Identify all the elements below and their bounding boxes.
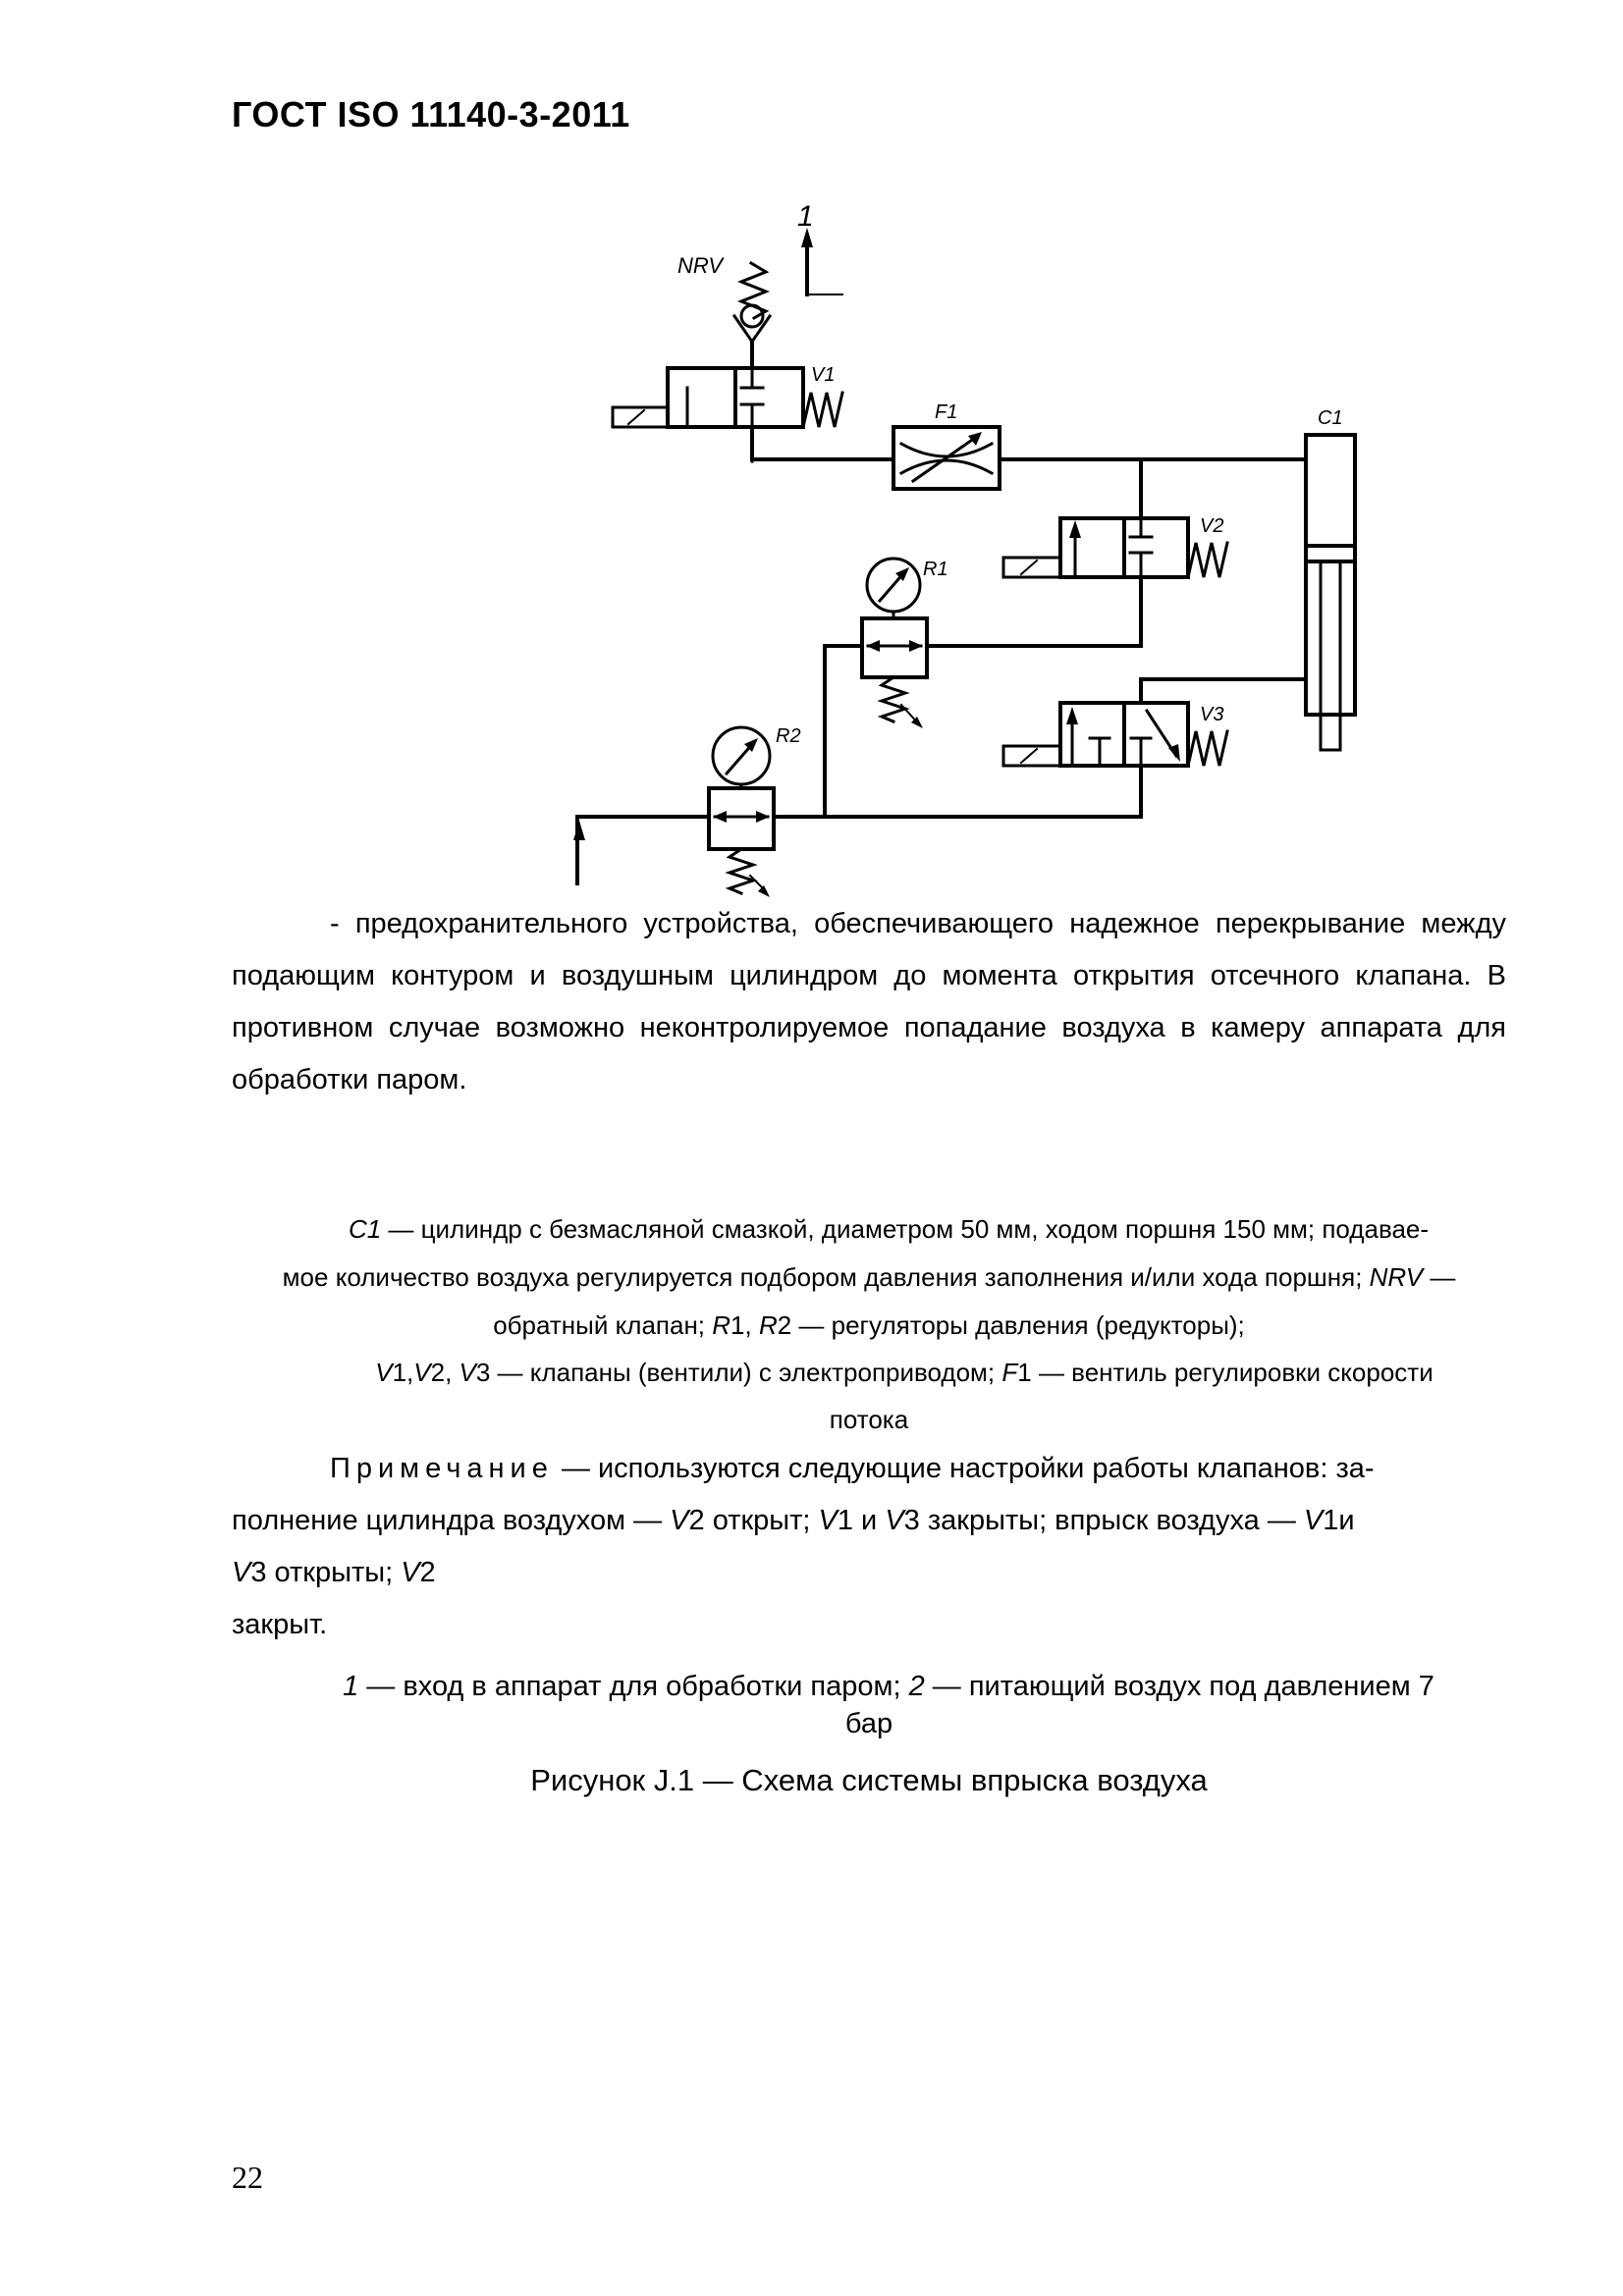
- legend-f1-rest: 1 — вентиль регулировки скорости: [1017, 1358, 1434, 1387]
- legend-v3-symbol: V: [459, 1358, 476, 1387]
- note-block: [232, 1443, 1506, 1651]
- label-f1: F1: [935, 401, 958, 423]
- body-paragraph: [232, 898, 1506, 1106]
- legend-r2-rest: 2 — регуляторы давления (редукторы);: [777, 1310, 1245, 1340]
- note-v2b-symbol: V: [401, 1557, 420, 1588]
- note-part3b: 2: [419, 1557, 436, 1588]
- pressure-regulator-r1: [862, 559, 927, 728]
- note-part3a: 3 открыты;: [250, 1557, 402, 1588]
- legend-line-1: [232, 1205, 1545, 1253]
- legend-c1-text: — цилиндр с безмасляной смазкой, диаметром 50 мм, ходом поршня 150 мм; подавае-: [381, 1214, 1430, 1244]
- flow-control-f1: [893, 427, 1000, 489]
- figure-caption: Рисунок J.1 — Схема системы впрыска воздуха: [530, 1763, 1208, 1797]
- valve-v1: [613, 368, 842, 461]
- legend-line-2: [232, 1254, 1506, 1301]
- legend-f1-symbol: F: [1001, 1358, 1018, 1387]
- note-line-1: [232, 1443, 1506, 1495]
- pipe-inlet-supply: [577, 817, 709, 883]
- legend-line2-end: —: [1423, 1262, 1456, 1292]
- note-part4: закрыт.: [232, 1609, 328, 1640]
- label-c1: C1: [1318, 407, 1343, 429]
- note-line-2: [232, 1495, 1506, 1547]
- pipe-r1-main: [825, 646, 862, 817]
- note-v3b-symbol: V: [232, 1557, 251, 1588]
- legend-v3-rest: 3 — клапаны (вентили) с электроприводом;: [475, 1358, 1002, 1387]
- note-v2-symbol: V: [670, 1505, 689, 1536]
- legend-r1-symbol: R: [712, 1310, 731, 1340]
- pneumatic-scheme-diagram: [0, 0, 1623, 923]
- cylinder-c1: [1306, 435, 1355, 750]
- label-nrv: NRV: [677, 253, 724, 278]
- legend-line5-text: потока: [829, 1405, 909, 1434]
- valve-v2: [1003, 518, 1227, 577]
- keys-line-2: [232, 1706, 1506, 1741]
- note-v3-symbol: V: [885, 1505, 904, 1536]
- inlet-arrow: [573, 821, 585, 840]
- legend-nrv-symbol: NRV: [1369, 1262, 1424, 1292]
- key1-number: 1: [343, 1671, 359, 1702]
- legend-line-4: [232, 1349, 1577, 1396]
- legend-v2-num: 2,: [430, 1358, 460, 1387]
- key1-text: — вход в аппарат для обработки паром;: [358, 1671, 909, 1702]
- keys-line-1: [232, 1669, 1545, 1704]
- legend-r1-num: 1,: [730, 1310, 759, 1340]
- label-r2: R2: [776, 725, 801, 747]
- note-title: Примечание: [330, 1453, 554, 1484]
- note-part2b: 2 открыт;: [688, 1505, 819, 1536]
- legend-v1-symbol: V: [375, 1358, 393, 1387]
- note-part2d: 3 закрыты; впрыск воздуха —: [903, 1505, 1304, 1536]
- key2-number: 2: [908, 1671, 925, 1702]
- label-v1: V1: [811, 364, 836, 386]
- document-header: ГОСТ ISO 11140-3-2011: [232, 94, 630, 134]
- pipe-c1-v3: [1141, 679, 1306, 703]
- outlet-arrow-1: [801, 228, 842, 294]
- legend-line2-text: мое количество воздуха регулируется подбором давления заполнения и/или хода поршня;: [282, 1262, 1370, 1292]
- pipe-v2-r1: [927, 577, 1141, 646]
- key2-text: — питающий воздух под давлением 7: [924, 1671, 1434, 1702]
- note-v1-symbol: V: [818, 1505, 838, 1536]
- pipe-v3-main: [774, 766, 1141, 817]
- legend-r2-symbol: R: [758, 1310, 778, 1340]
- label-v2: V2: [1200, 515, 1224, 537]
- note-v1b-symbol: V: [1303, 1505, 1324, 1536]
- legend-line3-text: обратный клапан;: [493, 1310, 713, 1340]
- legend-c1-symbol: C1: [348, 1214, 382, 1244]
- label-v3: V3: [1200, 704, 1224, 725]
- legend-v2-symbol: V: [413, 1358, 431, 1387]
- note-line-4: [232, 1599, 1506, 1651]
- note-line-3: [232, 1547, 1506, 1599]
- body-paragraph-text: - предохранительного устройства, обеспечивающего надежное перекрывание между подающим контуром и воздушным цилиндром до момента открытия отсечного клапана. В противном случае возможно неконтролируемое попадание воздуха в камеру аппарата для обработки паром.: [232, 908, 1506, 1095]
- key2-continuation: бар: [844, 1708, 893, 1739]
- legend-line-5: [232, 1396, 1506, 1443]
- page-number: 22: [232, 2160, 263, 2195]
- note-part2c: 1 и: [837, 1505, 886, 1536]
- note-part1: — используются следующие настройки работы клапанов: за-: [553, 1453, 1375, 1484]
- pipe-v1-f1: [752, 427, 893, 459]
- legend-v1-num: 1,: [392, 1358, 414, 1387]
- label-outlet-1: 1: [797, 200, 814, 233]
- label-r1: R1: [923, 559, 948, 580]
- legend-line-3: [232, 1302, 1506, 1349]
- pressure-regulator-r2: [709, 727, 774, 897]
- valve-v3: [1003, 703, 1227, 766]
- note-part2a: полнение цилиндра воздухом —: [232, 1505, 671, 1536]
- note-part2e: 1и: [1323, 1505, 1355, 1536]
- check-valve-nrv: [734, 263, 770, 368]
